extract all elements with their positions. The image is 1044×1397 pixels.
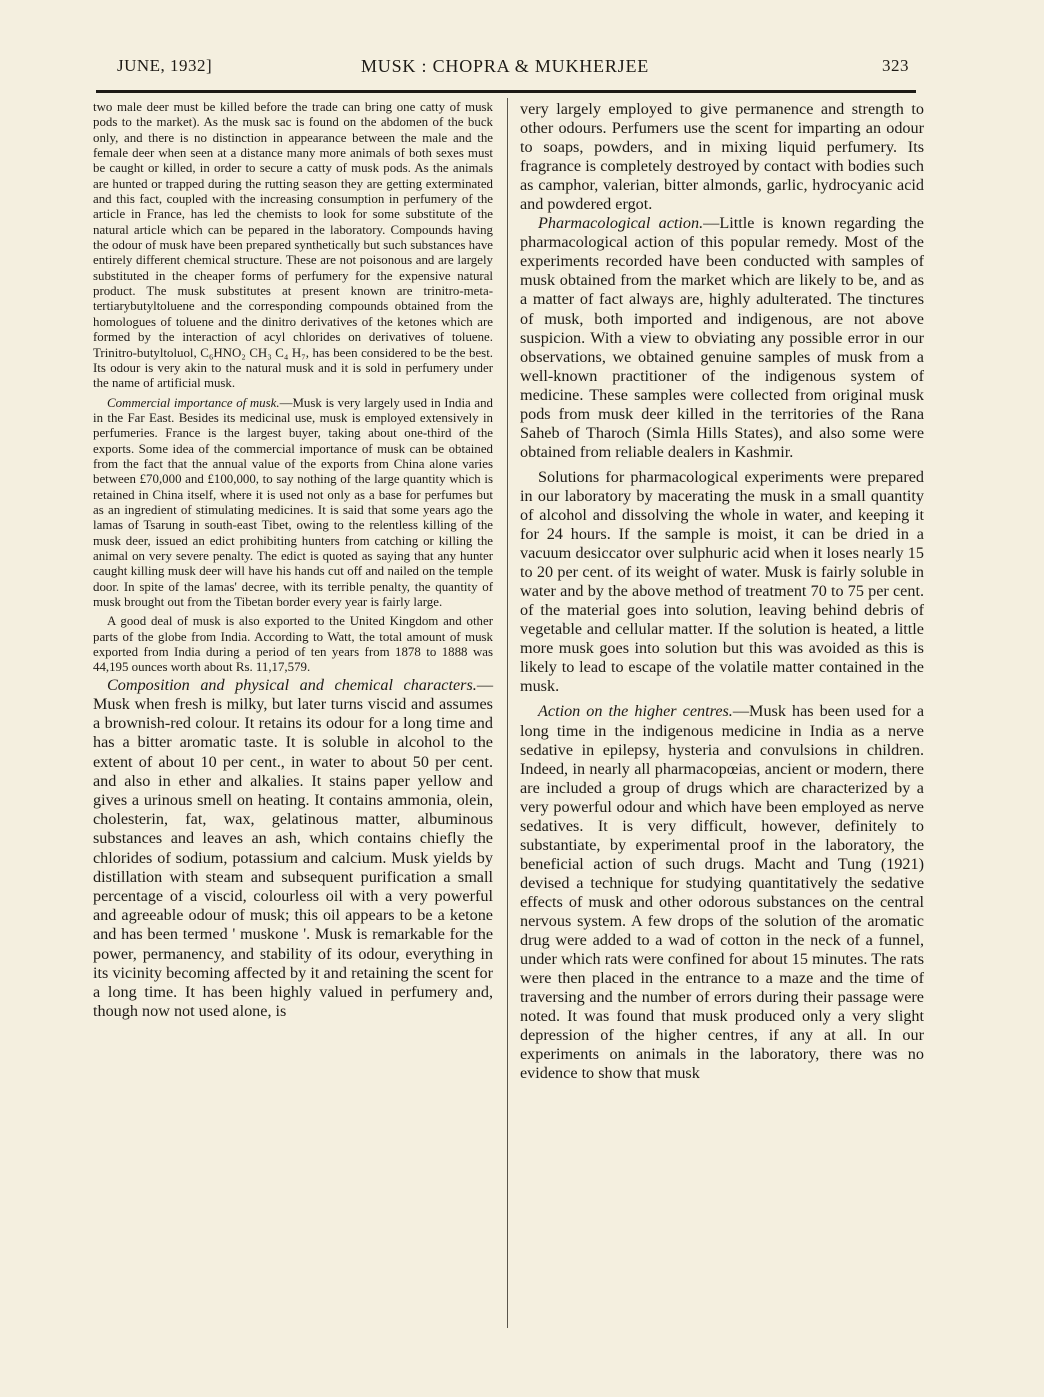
paragraph-artificial-musk: two male deer must be killed before the trade can bring one catty of musk pods to the market). As the musk sac is found on the abdomen of the buck only, and there is no distinction in appearance between the male and the female deer when seen at a distance many more animals of both sexes must be caught or killed, in order to secure a catty of musk pods. As the animals are hunted or trapped during the rutting season they are getting exterminated and this fact, coupled with the increasing consumption in perfumery of the article in France, has led the chemists to look for some substitute of the natural article which can be pepared in the laboratory. Compounds having the odour of musk have been prepared synthetically but such substances have entirely different chemical structure. These are not poisonous and are largely substituted in the cheaper forms of perfumery for the expensive natural product. The musk substitutes at present known are trinitro-meta-tertiarybutyltoluene and the corresponding compounds obtained from the homologues of toluene and the dinitro derivatives of the ketones which are formed by the interaction of acyl chlorides on derivatives of toluene. Trinitro-butyltoluol, C₆HNO₂ CH₃ C₄ H₇, has been considered to be the best. Its odour is very akin to the natural musk and it is sold in perfumery under the name of artificial musk. <box>93 100 493 391</box>
paragraph-text: —Musk when fresh is milky, but later turns viscid and assumes a brownish-red colour. It retains its odour for a long time and has a bitter aromatic taste. It is soluble in alcohol to the extent of about 10 per cent., in water to about 50 per cent. and also in ether and alkalies. It stains paper yellow and gives a urinous smell on heating. It contains ammonia, olein, cholesterin, fat, wax, gelatinous matter, albuminous substances and leaves an ash, which contains chiefly the chlorides of sodium, potassium and calcium. Musk yields by distillation with steam and subsequent purification a small percentage of a viscid, colourless oil with a very powerful and agreeable odour of musk; this oil appears to be a ketone and has been termed ' muskone '. Musk is remarkable for the power, permanency, and stability of its odour, everything in its vicinity becoming affected by it and retaining the scent for a long time. It has been highly valued in perfumery and, though now not used alone, is <box>93 675 493 1021</box>
running-title: MUSK : CHOPRA & MUKHERJEE <box>361 56 650 76</box>
paragraph-perfumery-use: very largely employed to give permanence and strength to other odours. Perfumers use the scent for imparting an odour to soaps, powders, and in mixing liquid perfumery. Its fragrance is completely destroyed by contact with bodies such as camphor, valerian, bitter almonds, garlic, hydrocyanic acid and powdered ergot. <box>520 100 924 214</box>
page-number: 323 <box>882 56 909 75</box>
paragraph-exports-india: A good deal of musk is also exported to the United Kingdom and other parts of the globe from India. According to Watt, the total amount of musk exported from India during a period of ten years from 1878 to 1888 was 44,195 ounces worth about Rs. 11,17,579. <box>93 614 493 675</box>
running-header <box>117 56 909 84</box>
section-heading-commercial-importance: Commercial importance of musk. <box>107 395 280 410</box>
section-heading-pharmacological-action: Pharmacological action. <box>538 214 704 233</box>
paragraph-commercial-importance <box>93 396 493 611</box>
column-divider <box>507 98 508 1328</box>
paragraph-higher-centres <box>520 702 924 1083</box>
section-heading-higher-centres: Action on the higher centres. <box>538 702 733 721</box>
paragraph-text: —Musk has been used for a long time in the indigenous medicine in India as a nerve sedative in epilepsy, hysteria and convulsions in children. Indeed, in nearly all pharmacopœias, ancient or modern, there are included a group of drugs which are characterized by a very powerful odour and which have been employed as nerve sedatives. It is very difficult, however, definitely to substantiate, by experimental proof in the laboratory, the beneficial action of such drugs. Macht and Tung (1921) devised a technique for studying quantitatively the sedative effects of musk and other odorous substances on the central nervous system. A few drops of the solution of the aromatic drug were added to a wad of cotton in the neck of a funnel, under which rats were confined for about 15 minutes. The rats were then placed in the entrance to a maze and the time of traversing and the number of errors during their passage were noted. It was found that musk produced only a very slight depression of the higher centres, if any at all. In our experiments on animals in the laboratory, there was no evidence to show that musk <box>520 702 925 1083</box>
section-heading-composition: Composition and physical and chemical characters. <box>107 675 477 694</box>
header-rule <box>96 90 916 93</box>
right-column <box>520 100 924 1083</box>
issue-date: JUNE, 1932] <box>117 56 213 75</box>
paragraph-text: —Musk is very largely used in India and in the Far East. Besides its medicinal use, musk is employed extensively in perfumeries. France is the largest buyer, taking about one-third of the exports. Some idea of the commercial importance of musk can be obtained from the fact that the annual value of the exports from China alone varies between £70,000 and £100,000, to say nothing of the large quantity which is retained in China itself, where it is used not only as a base for perfumes but as an ingredient of stimulating medicines. It is said that some years ago the lamas of Tsarung in south-east Tibet, owing to the relentless killing of the musk deer, issued an edict prohibiting hunters from catching or killing the animal on very severe penalty. The edict is quoted as saying that any hunter caught killing musk deer will have his hands cut off and nailed on the temple door. In spite of the lamas' decree, with its terrible penalty, the quantity of musk brought out from the Tibetan border every year is fairly large. <box>93 395 493 609</box>
paragraph-text: —Little is known regarding the pharmacological action of this popular remedy. Most of the experiments recorded have been conducted with samples of musk obtained from the market which are likely to be, and as a matter of fact always are, highly adulterated. The tinctures of musk, both imported and indigenous, are not above suspicion. With a view to obviating any possible error in our observations, we obtained genuine samples of musk from a well-known practitioner of the indigenous system of medicine. These samples were collected from original musk pods from musk deer killed in the territories of the Rana Saheb of Tharoch (Simla Hills States), and also some were obtained from reliable dealers in Kashmir. <box>520 214 924 461</box>
paragraph-solutions: Solutions for pharmacological experiments were prepared in our laboratory by macerating the musk in a small quantity of alcohol and dissolving the whole in water, and keeping it for 24 hours. If the sample is moist, it can be dried in a vacuum desiccator over sulphuric acid when it loses nearly 15 to 20 per cent. of its weight of water. Musk is fairly soluble in water and by the above method of treatment 70 to 75 per cent. of the material goes into solution, leaving behind debris of vegetable and cellular matter. If the solution is heated, a little more musk goes into solution but this was avoided as this is likely to lead to escape of the volatile matter contained in the musk. <box>520 467 924 696</box>
paragraph-pharmacological-action <box>520 214 924 462</box>
paragraph-composition <box>93 676 493 1022</box>
left-column <box>93 100 493 1021</box>
